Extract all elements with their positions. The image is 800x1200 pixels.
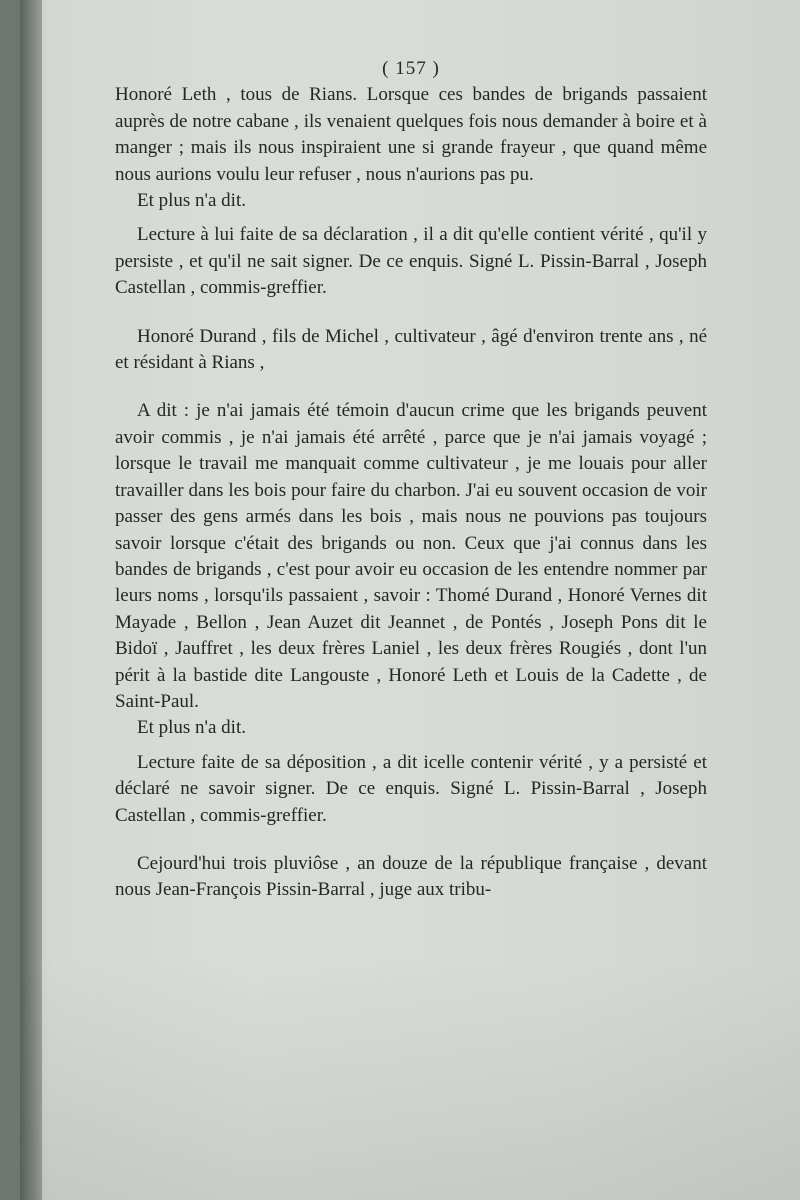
paragraph-testimony: A dit : je n'ai jamais été témoin d'aucun crime que les brigands peuvent avoir commis , je n'ai jamais été arrêté , parce que je n'ai jamais voyagé ; lorsque le travail me manquait comme cultivateur , je me louais pour aller travailler dans les bois pour faire du charbon. J'ai eu souvent occasion de voir passer des gens armés dans les bois , mais nous ne pouvions pas toujours savoir lorsque c'était des brigands ou non. Ceux que j'ai connus dans les bandes de brigands , c'est pour avoir eu occasion de les entendre nommer par leurs noms , lorsqu'ils passaient , savoir : Thomé Durand , Honoré Vernes dit Mayade , Bellon , Jean Auzet dit Jeannet , de Pontés , Joseph Pons dit le Bidoï , Jauffret , les deux frères Laniel , les deux frères Rougiés , dont l'un périt à la bastide dite Langouste , Honoré Leth et Louis de la Cadette , de Saint-Paul.: [115, 400, 707, 712]
paragraph-continuation: Honoré Leth , tous de Rians. Lorsque ces bandes de brigands passaient auprès de notre cabane , ils venaient quelques fois nous demander à boire et à manger ; mais ils nous inspiraient une si grande frayeur , que quand même nous aurions voulu leur refuser , nous n'aurions pas pu.: [115, 84, 707, 185]
page-shadow: [20, 960, 800, 1200]
paragraph-reading: Lecture faite de sa déposition , a dit icelle contenir vérité , y a persisté et déclaré ne savoir signer. De ce enquis. Signé L. Pissin-Barral , Joseph Castellan , commis-greffier.: [115, 751, 707, 826]
paragraph-reading: Lecture à lui faite de sa déclaration , il a dit qu'elle contient vérité , qu'il y persiste , et qu'il ne sait signer. De ce enquis. Signé L. Pissin-Barral , Joseph Castellan , commis-greffier.: [115, 224, 707, 299]
page-number: ( 157 ): [115, 56, 707, 82]
paragraph-closing: Et plus n'a dit.: [137, 190, 246, 212]
paragraph-closing: Et plus n'a dit.: [137, 717, 246, 739]
book-page: [20, 0, 800, 1200]
paragraph-new-session: Cejourd'hui trois pluviôse , an douze de la république française , devant nous Jean-François Pissin-Barral , juge aux tribu-: [115, 852, 707, 901]
page-text: [115, 56, 707, 904]
paragraph-witness-intro: Honoré Durand , fils de Michel , cultivateur , âgé d'environ trente ans , né et résidant à Rians ,: [115, 325, 707, 374]
